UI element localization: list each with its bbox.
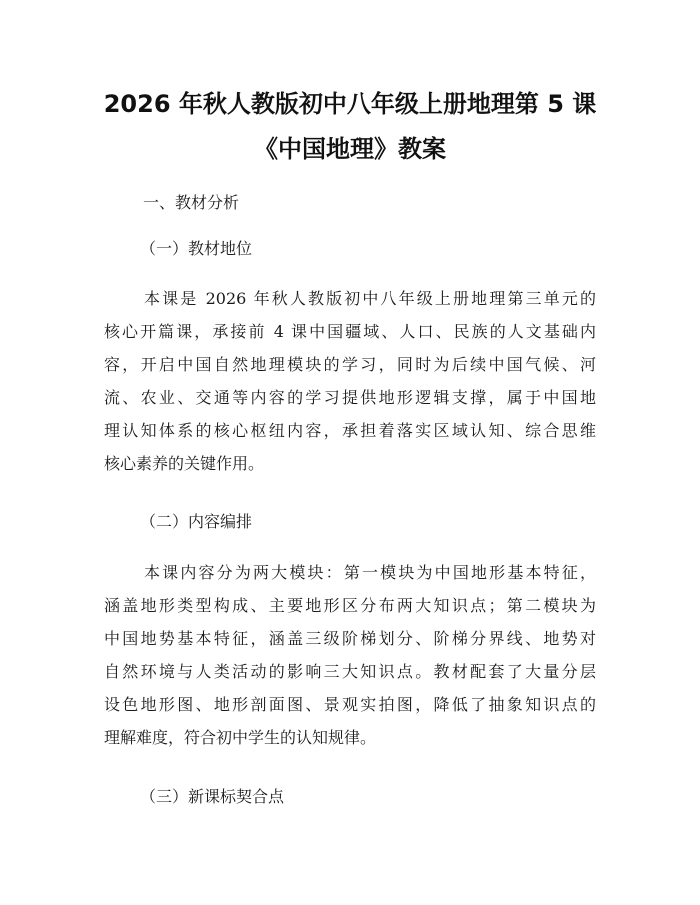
paragraph-line: 理解难度，符合初中学生的认知规律。 (104, 728, 377, 747)
paragraph-line: 流、农业、交通等内容的学习提供地形逻辑支撑，属于中国地 (104, 388, 596, 407)
paragraph-line: 涵盖地形类型构成、主要地形区分布两大知识点；第二模块为 (104, 596, 596, 615)
paragraph-line: 自然环境与人类活动的影响三大知识点。教材配套了大量分层 (104, 662, 596, 681)
subsection-heading-textbook-position: （一）教材地位 (140, 239, 253, 258)
paragraph-line: 本课是 2026 年秋人教版初中八年级上册地理第三单元的 (144, 289, 596, 308)
section-heading-textbook-analysis: 一、教材分析 (143, 193, 240, 212)
paragraph-line: 设色地形图、地形剖面图、景观实拍图，降低了抽象知识点的 (104, 695, 596, 714)
document-title-line-2: 《中国地理》教案 (254, 135, 446, 163)
document-title-line-1: 2026 年秋人教版初中八年级上册地理第 5 课 (103, 90, 597, 118)
paragraph-line: 核心素养的关键作用。 (104, 454, 265, 473)
paragraph-content-arrangement (104, 556, 596, 754)
paragraph-line: 理认知体系的核心枢纽内容，承担着落实区域认知、综合思维 (104, 421, 596, 440)
paragraph-line: 中国地势基本特征，涵盖三级阶梯划分、阶梯分界线、地势对 (104, 629, 596, 648)
paragraph-textbook-position (104, 282, 596, 480)
paragraph-line: 核心开篇课，承接前 4 课中国疆域、人口、民族的人文基础内 (104, 322, 596, 341)
subsection-heading-curriculum-standards: （三）新课标契合点 (140, 787, 285, 806)
subsection-heading-content-arrangement: （二）内容编排 (140, 512, 253, 531)
paragraph-line: 本课内容分为两大模块：第一模块为中国地形基本特征， (144, 563, 596, 582)
paragraph-line: 容，开启中国自然地理模块的学习，同时为后续中国气候、河 (104, 355, 596, 374)
